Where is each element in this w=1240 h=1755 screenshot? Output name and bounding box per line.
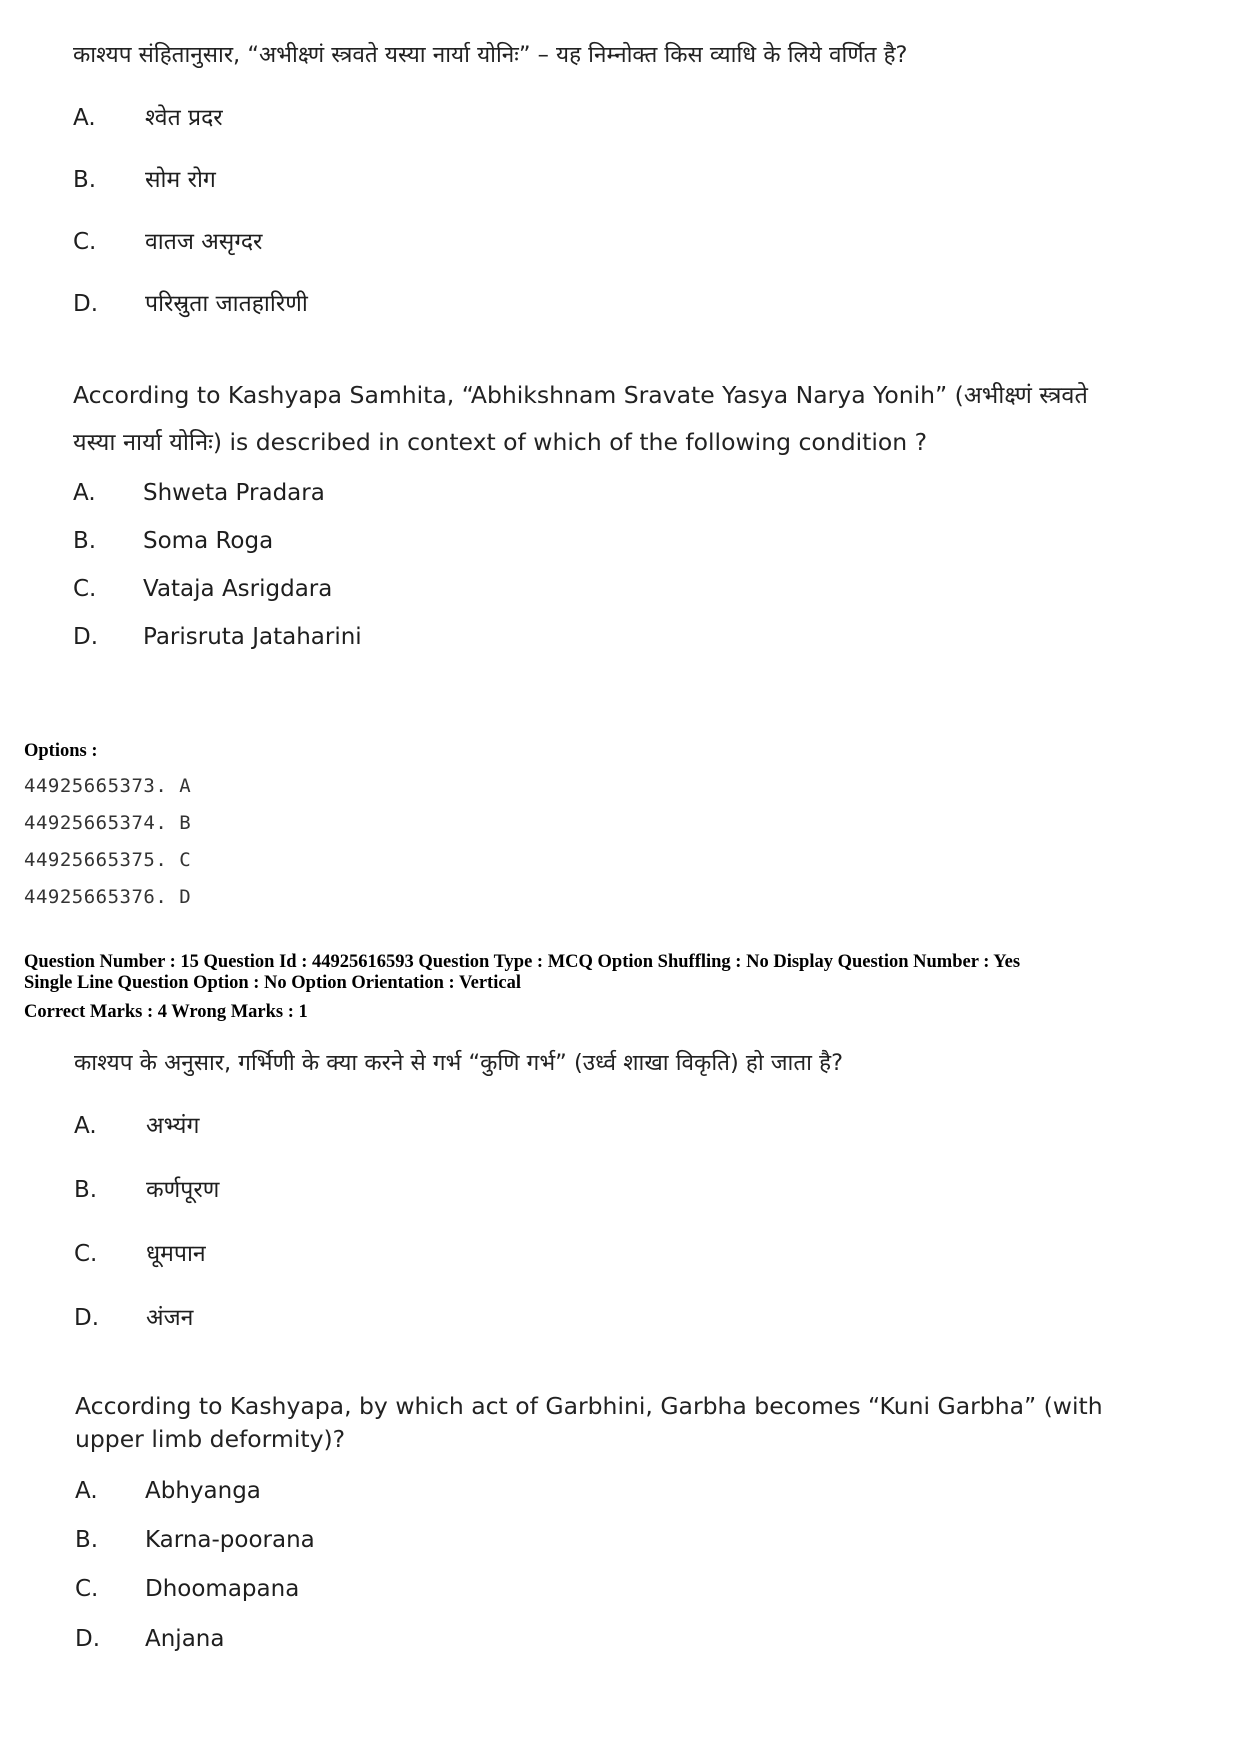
option-id-row: 44925665373. A (24, 775, 192, 797)
marks-line: Correct Marks : 4 Wrong Marks : 1 (24, 1002, 308, 1022)
option-text: अभ्यंग (146, 1113, 200, 1139)
option-letter: D. (75, 1626, 101, 1652)
option-text: वातज असृग्दर (145, 229, 263, 255)
option-a (75, 1478, 475, 1504)
option-d (75, 1626, 475, 1652)
option-id-row: 44925665374. B (24, 812, 192, 834)
option-letter: B. (73, 528, 97, 554)
q15-english-block (75, 1390, 1103, 1652)
option-text: Anjana (145, 1626, 225, 1652)
option-letter: D. (73, 291, 99, 317)
option-d (74, 1300, 474, 1332)
option-text: Shweta Pradara (143, 480, 325, 506)
option-b (74, 1172, 474, 1204)
q15-english-question-line1: According to Kashyapa, by which act of Garbhini, Garbha becomes “Kuni Garbha” (with (75, 1392, 1103, 1420)
option-id-row: 44925665375. C (24, 849, 192, 871)
option-letter: C. (75, 1576, 99, 1602)
q14-english-question-line2: यस्या नार्या योनिः) is described in context of which of the following condition ? (73, 428, 928, 456)
option-letter: B. (74, 1177, 98, 1203)
option-letter: D. (74, 1305, 100, 1331)
q14-english-block (73, 372, 1088, 650)
option-b (75, 1527, 475, 1553)
q14-hindi-question: काश्यप संहितानुसार, “अभीक्ष्णं स्त्रवते यस्या नार्या योनिः” – यह निम्नोक्त किस व्याधि के लिये वर्णित है? (73, 42, 908, 68)
option-c (73, 224, 473, 256)
option-letter: B. (73, 167, 97, 193)
option-text: कर्णपूरण (146, 1177, 220, 1203)
option-letter: D. (73, 624, 99, 650)
option-text: Karna-poorana (145, 1527, 315, 1553)
option-b (73, 528, 473, 554)
option-letter: C. (74, 1241, 98, 1267)
option-text: Abhyanga (145, 1478, 261, 1504)
option-a (73, 480, 473, 506)
option-letter: B. (75, 1527, 99, 1553)
option-c (75, 1576, 475, 1602)
option-letter: A. (73, 105, 96, 131)
question-meta-line2: Single Line Question Option : No Option Orientation : Vertical (24, 973, 521, 993)
q15-hindi-question: काश्यप के अनुसार, गर्भिणी के क्या करने से गर्भ “कुणि गर्भ” (उर्ध्व शाखा विकृति) हो जाता है? (74, 1050, 844, 1076)
option-b (73, 162, 473, 194)
q15-hindi-block (74, 1040, 844, 1331)
option-id-row: 44925665376. D (24, 886, 192, 908)
option-a (74, 1108, 474, 1140)
option-letter: C. (73, 229, 97, 255)
option-c (73, 576, 473, 602)
q15-english-question-line2: upper limb deformity)? (75, 1425, 346, 1453)
option-letter: A. (73, 480, 96, 506)
option-text: सोम रोग (145, 167, 216, 193)
options-heading: Options : (24, 741, 98, 761)
option-d (73, 624, 473, 650)
option-d (73, 286, 473, 318)
option-text: श्वेत प्रदर (145, 105, 223, 131)
option-a (73, 100, 473, 132)
option-letter: C. (73, 576, 97, 602)
question-meta (24, 952, 1020, 1023)
option-text: Soma Roga (143, 528, 274, 554)
q14-english-question-line1: According to Kashyapa Samhita, “Abhikshnam Sravate Yasya Narya Yonih” (अभीक्ष्णं स्त्रवते (73, 381, 1088, 409)
option-text: Vataja Asrigdara (143, 576, 333, 602)
q14-hindi-block (73, 32, 908, 317)
option-letter: A. (74, 1113, 97, 1139)
question-meta-line1: Question Number : 15 Question Id : 44925616593 Question Type : MCQ Option Shuffling : No Display Question Number : Yes (24, 952, 1021, 972)
option-c (74, 1236, 474, 1268)
options-section (24, 741, 191, 916)
option-text: धूमपान (146, 1241, 206, 1267)
option-text: Dhoomapana (145, 1576, 300, 1602)
option-text: परिस्रुता जातहारिणी (145, 291, 308, 317)
option-letter: A. (75, 1478, 98, 1504)
option-text: अंजन (146, 1305, 194, 1331)
option-text: Parisruta Jataharini (143, 624, 362, 650)
